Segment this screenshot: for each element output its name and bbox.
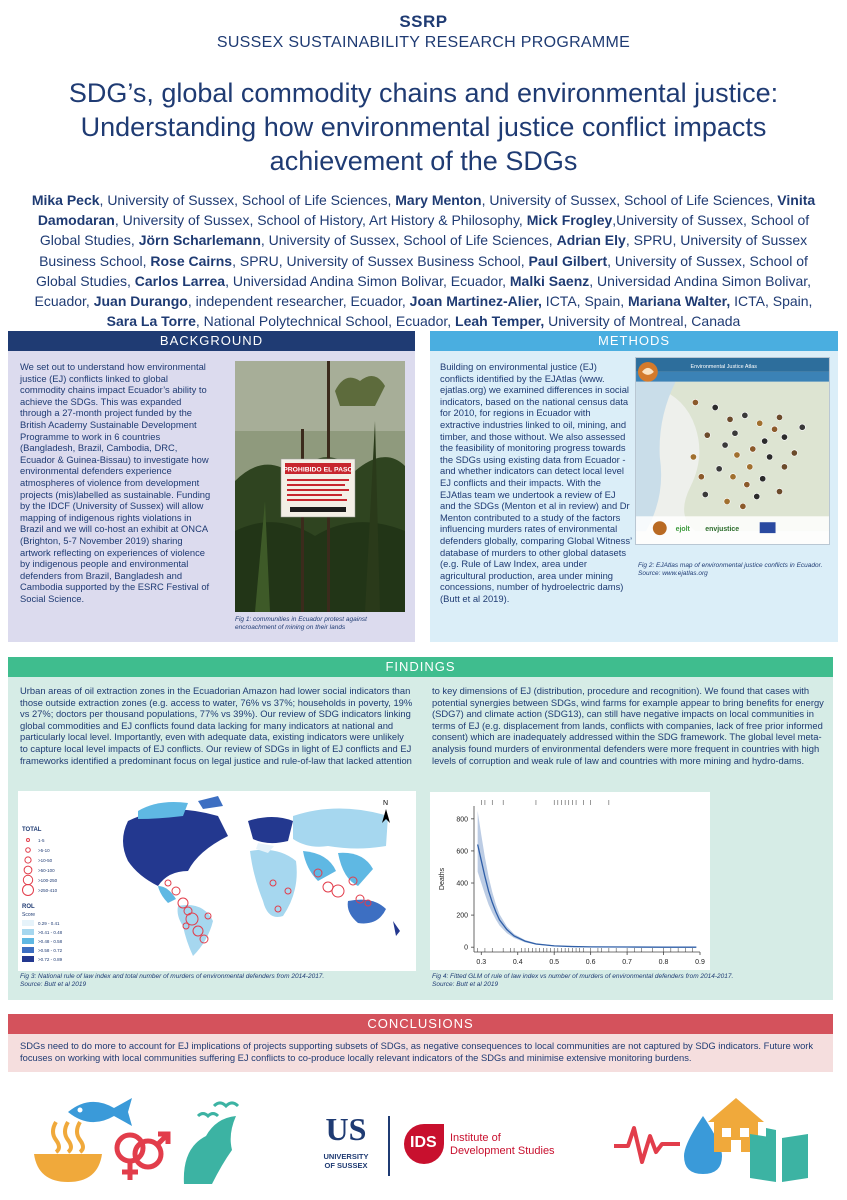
figure-3-caption-text: Fig 3: National rule of law index and total number of murders of environmental defenders from 2014-2017. (20, 973, 325, 980)
ejolt-logo-text: ejolt (675, 526, 690, 534)
conflict-marker (757, 420, 763, 426)
y-tick-label: 800 (456, 816, 468, 824)
findings-text-right: to key dimensions of EJ (distribution, procedure and recognition). We found that cases with potential synergies between SDGs, wind farms for example appear to bring benefits for energy (SDG7) and climate action (SDG13), can still have negative impacts on local communities in terms of EJ (e.g. displacement from lands, conflicts with companies, lack of free prior informed consent) which are inadequately addressed within the SDG framework. The global level meta-analysis found murders of environmental defenders were more frequent in countries with high levels of corruption and weak rule of law and countries with more mining and hydro-dams. (432, 685, 824, 766)
author-name: Jörn Scharlemann (138, 232, 261, 249)
protest-sign-photo (235, 361, 405, 612)
legend-rol-swatch (22, 938, 34, 944)
conflict-marker (791, 450, 797, 456)
x-tick-label: 0.5 (549, 959, 560, 966)
author-affiliation: , University of Sussex, School of Life Sciences, (481, 192, 778, 208)
confidence-band (478, 811, 697, 947)
author-name: Leah Temper, (455, 313, 545, 330)
conflict-marker (727, 416, 733, 422)
conflict-marker (754, 493, 760, 499)
background-heading: BACKGROUND (8, 331, 415, 351)
x-tick-label: 0.9 (695, 959, 705, 966)
legend-rol-swatch (22, 929, 34, 935)
conflict-marker (734, 452, 740, 458)
x-tick-label: 0.8 (658, 959, 669, 966)
legend-rol-label: >0.58 - 0.72 (38, 948, 63, 953)
author-name: Vinita Damodaran (37, 192, 816, 229)
ejatlas-map (635, 357, 830, 545)
legend-total-label: 1-5 (38, 838, 45, 843)
background-panel (8, 331, 415, 642)
author-affiliation: , SPRU, University of Sussex Business School, (232, 252, 529, 269)
ids-logo-mark: IDS (410, 1134, 437, 1151)
author-affiliation: ICTA, Spain, (541, 293, 629, 310)
book-icon (746, 1126, 812, 1184)
author-name: Mariana Walter, (628, 293, 731, 310)
legend-rol-subtitle: Score (22, 912, 36, 918)
ejolt-logo-icon (653, 521, 667, 535)
figure-4-caption-text: Fig 4: Fitted GLM of rule of law index vs number of murders of environmental defenders from 2014-2017. (432, 973, 734, 980)
author-affiliation: , University of Sussex, School of Life Sciences, (260, 232, 557, 249)
sign-text: PROHIBIDO EL PASO (283, 466, 353, 474)
y-axis-label: Deaths (439, 867, 446, 891)
fish-icon (64, 1094, 136, 1130)
legend-total-title: TOTAL (22, 827, 42, 833)
conflict-marker (722, 442, 728, 448)
world-rule-of-law-map (18, 791, 416, 971)
figure-4-caption (432, 973, 826, 989)
author-affiliation: , Universidad Andina Simon Bolivar, Ecuador, (225, 272, 510, 289)
bird-tree-icon (176, 1098, 246, 1186)
legend-rol-label: >0.72 - 0.89 (38, 957, 63, 962)
logo-divider (388, 1116, 390, 1176)
conflict-marker (742, 412, 748, 418)
ids-name-line-2: Development Studies (450, 1145, 555, 1157)
figure-1-caption: Fig 1: communities in Ecuador protest against encroachment of mining on their lands (235, 616, 367, 631)
ids-logo (404, 1120, 564, 1170)
legend-rol-swatch (22, 920, 34, 926)
sussex-logo (316, 1112, 376, 1182)
legend-rol-label: >0.41 - 0.48 (38, 930, 63, 935)
conflict-marker (750, 446, 756, 452)
author-affiliation: , University of Sussex, School of History, Art History & Philosophy, (114, 212, 527, 229)
gender-icon (108, 1126, 174, 1186)
conflict-marker (698, 474, 704, 480)
author-affiliation: , Universidad Andina Simon Bolivar, Ecuador, (34, 272, 812, 310)
author-name: Joan Martinez-Alier, (409, 293, 542, 310)
figure-4-source: Source: Butt et al 2019 (432, 981, 499, 988)
programme-header (0, 12, 847, 52)
findings-text-left: Urban areas of oil extraction zones in the Ecuadorian Amazon had lower social indicators than those outside extraction zones (e.g. access to water, 76% vs 37%; households in poverty, 19% vs 27%; doctors per thousand populations, 77% vs 39%). Our review of SDG indicators linking global commodities and EJ conflicts found data lacking for many indicators at national and particularly local level. Importantly, even with adequate data, existing indicators were unlikely to capture local level impacts of EJ conflicts. Our review of SDGs in light of EJ conflicts and EJ frameworks identified a predominant focus on legal justice and rule-of-law that lacked attention (20, 685, 413, 766)
background-text: We set out to understand how environmental justice (EJ) conflicts linked to global commodity chains impact Ecuador’s ability to achieve the SDGs. This was expanded through a 27-month project funded by the British Academy Sustainable Development Programme to work in 6 countries (Bangladesh, Brazil, Cambodia, DRC, Ecuador & Guinea-Bissau) to investigate how environmental defenders experience atmospheres of violence from development projects (mis)labelled as sustainable. Funding by the IDCF (University of Sussex) will allow mapping of indigenous rights violations in Brazil and we will co-host an exhibit at ONCA (Brighton, 5-7 November 2019) sharing artwork reflecting on experiences of violence by indigenous people and environmental defenders from Brazil, Bangladesh and Cambodia supported by the ESRC Festival of Social Science. (20, 361, 211, 604)
author-name: Mary Menton (395, 192, 482, 208)
conflict-marker (724, 498, 730, 504)
conflict-marker (766, 454, 772, 460)
programme-name: SUSSEX SUSTAINABILITY RESEARCH PROGRAMME (216, 34, 631, 51)
footer (0, 1090, 847, 1195)
y-tick-label: 0 (464, 944, 468, 952)
author-affiliation: ICTA, Spain, (730, 293, 813, 310)
legend-total-label: >5-10 (38, 848, 50, 853)
conclusions-panel (8, 1014, 833, 1072)
conflict-marker (744, 481, 750, 487)
figure-3-caption (20, 973, 414, 989)
author-affiliation: , SPRU, University of Sussex Business School, (39, 232, 808, 269)
y-tick-label: 200 (456, 912, 468, 920)
x-tick-label: 0.6 (585, 959, 596, 966)
methods-text: Building on environmental justice (EJ) conflicts identified by the EJAtlas (www. ejatlas.org) we examined differences in social indicators, based on the national census data for 2010, for regions in Ecuador with extractive industries linked to oil, mining, and timber, and those without. We also assessed the feasibility of monitoring progress towards the SDGs using existing data from Ecuador - and whether indicators can detect local level EJ conflicts and their impacts. With the EJAtlas team we undertook a review of EJ and the SDGs (Menton et al in review) and Dr Menton contributed to a study of the factors influencing murders rates of environmental defenders globally, comparing Global Witness’ database of murders to other global datasets (e.g. Rule of Law Index, area under agricultural production, area under mining concessions, number of hydroelectric dams) (Butt et al 2019). (440, 361, 632, 604)
y-tick-label: 600 (456, 848, 468, 856)
sussex-name-line-2: OF SUSSEX (324, 1161, 368, 1170)
conflict-marker (716, 466, 722, 472)
poster-title: SDG’s, global commodity chains and environmental justice: Understanding how environmental justice conflict impacts achievement of the SDGs (68, 78, 779, 176)
legend-rol-swatch (22, 947, 34, 953)
ids-name-line-1: Institute of (450, 1132, 501, 1144)
conflict-marker (712, 404, 718, 410)
conflict-marker (702, 491, 708, 497)
conflict-marker (730, 474, 736, 480)
conflict-marker (776, 488, 782, 494)
figure-3-source: Source: Butt et al 2019 (20, 981, 87, 988)
x-tick-label: 0.7 (622, 959, 632, 966)
conflict-marker (760, 476, 766, 482)
findings-heading: FINDINGS (8, 657, 833, 677)
y-tick-label: 400 (456, 880, 468, 888)
conflict-marker (781, 464, 787, 470)
findings-panel (8, 657, 833, 1000)
legend-total-label: >10-50 (38, 858, 53, 863)
conflict-marker (690, 454, 696, 460)
conflict-marker (704, 432, 710, 438)
conflict-marker (781, 434, 787, 440)
author-name: Adrian Ely (556, 232, 626, 249)
author-affiliation: , National Polytechnical School, Ecuador, (195, 313, 456, 330)
author-name: Juan Durango (93, 293, 188, 310)
conflict-marker (740, 503, 746, 509)
methods-heading: METHODS (430, 331, 838, 351)
author-affiliation: , University of Sussex, School of Global Studies, (35, 252, 808, 289)
sussex-logo-mark: US (325, 1111, 367, 1147)
methods-panel (430, 331, 838, 642)
conflict-marker (776, 414, 782, 420)
author-name: Mika Peck (31, 192, 100, 208)
partner-logo-text: envjustice (705, 526, 740, 534)
heartbeat-icon (612, 1118, 682, 1168)
legend-rol-swatch (22, 956, 34, 962)
author-affiliation: University of Montreal, Canada (544, 313, 741, 330)
legend-rol-label: 0.29 - 0.41 (38, 921, 60, 926)
author-name: Mick Frogley (526, 212, 613, 229)
legend-total-label: >50-100 (38, 868, 55, 873)
author-name: Carlos Larrea (134, 272, 226, 289)
conclusions-text: SDGs need to do more to account for EJ implications of projects supporting subsets of SDGs, as negative consequences to local communities are not captured by SDG indicators. Future work focuses on working with local communities suffering EJ conflicts to co-produce locally relevant indicators of the SDGs and minimise extensive monitoring burdens. (20, 1040, 814, 1063)
programme-acronym: SSRP (399, 12, 448, 31)
glm-deaths-plot (430, 792, 710, 970)
x-tick-label: 0.3 (476, 959, 487, 966)
conflict-marker (692, 399, 698, 405)
author-list (18, 190, 829, 331)
conflict-marker (771, 426, 777, 432)
sussex-name-line-1: UNIVERSITY (323, 1152, 369, 1161)
author-name: Malki Saenz (509, 272, 590, 289)
conflict-marker (732, 430, 738, 436)
author-affiliation: , independent researcher, Ecuador, (187, 293, 410, 310)
north-label: N (383, 800, 389, 807)
conflict-marker (799, 424, 805, 430)
conclusions-heading: CONCLUSIONS (8, 1014, 833, 1034)
eu-flag-icon (760, 522, 776, 533)
author-name: Paul Gilbert (528, 252, 608, 269)
legend-total-label: >250-410 (38, 888, 58, 893)
legend-rol-title: ROL (22, 904, 35, 910)
author-affiliation: ,University of Sussex, School of Global Studies, (39, 212, 810, 249)
figure-2-caption: Fig 2: EJAtlas map of environmental justice conflicts in Ecuador. Source: www.ejatlas.org (638, 562, 823, 577)
legend-total-label: >100-250 (38, 878, 58, 883)
author-name: Sara La Torre (106, 313, 196, 330)
map-title: Environmental Justice Atlas (690, 363, 757, 370)
author-affiliation: , University of Sussex, School of Life Sciences, (99, 192, 396, 208)
conflict-marker (747, 464, 753, 470)
x-tick-label: 0.4 (512, 959, 523, 966)
legend-rol-label: >0.48 - 0.58 (38, 939, 63, 944)
conflict-marker (761, 438, 767, 444)
author-name: Rose Cairns (150, 252, 233, 269)
